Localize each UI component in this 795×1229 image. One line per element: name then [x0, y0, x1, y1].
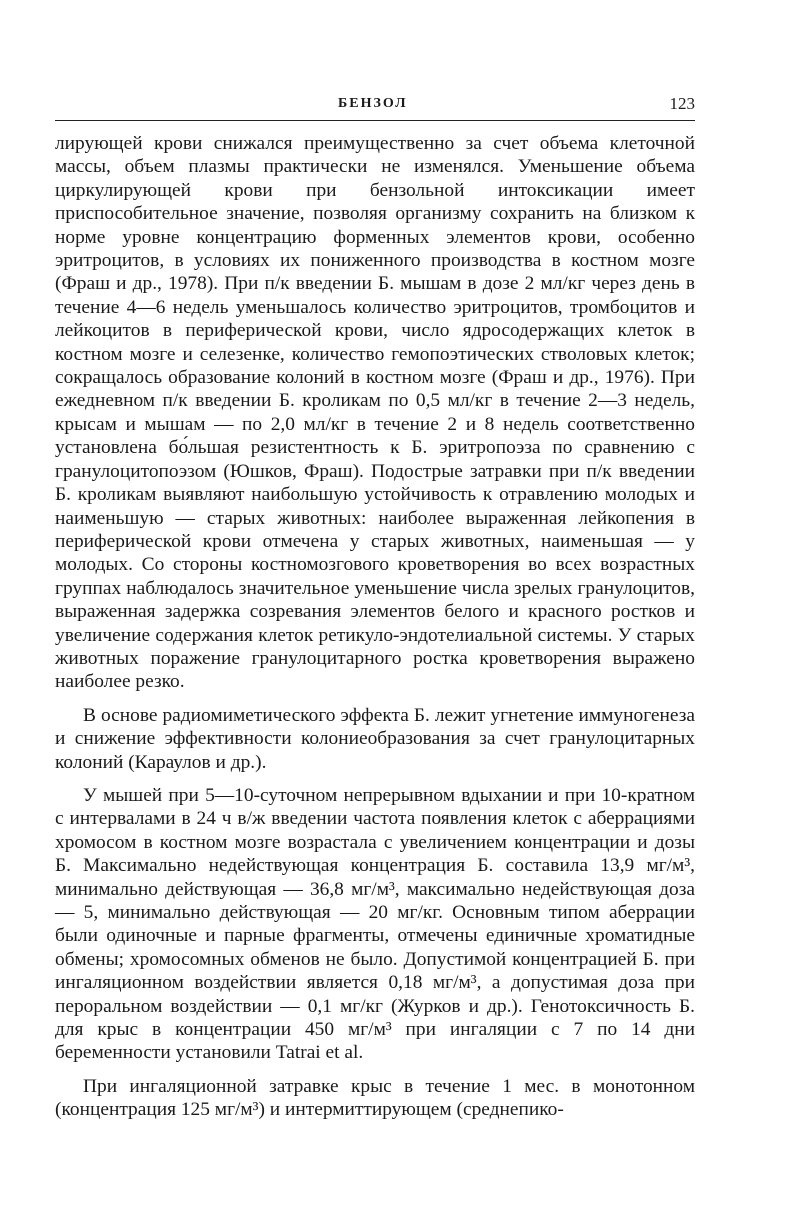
paragraph: лирующей крови снижался преимущественно за счет объема клеточной массы, объем плазмы практически не изменялся. Уменьшение объема циркулирующей крови при бензольной интоксикации имеет приспособительное значение, позволяя организму сохранить на близком к норме уровне концентрацию форменных элементов крови, особенно эритроцитов, в условиях их пониженного производства в костном мозге (Фраш и др., 1978). При п/к введении Б. мышам в дозе 2 мл/кг через день в течение 4—6 недель уменьшалось количество эритроцитов, тромбоцитов и лейкоцитов в периферической крови, число ядросодержащих клеток в костном мозге и селезенке, количество гемопоэтических стволовых клеток; сокращалось образование колоний в костном мозге (Фраш и др., 1976). При ежедневном п/к введении Б. кроликам по 0,5 мл/кг в течение 2—3 недель, крысам и мышам — по 2,0 мл/кг в течение 2 и 8 недель соответственно установлена бо́льшая резистентность к Б. эритропоэза по сравнению с гранулоцитопоэзом (Юшков, Фраш). Подострые затравки при п/к введении Б. кроликам выявляют наибольшую устойчивость к отравлению молодых и наименьшую — старых животных: наиболее выраженная лейкопения в периферической крови отмечена у старых животных, наименьшая — у молодых. Со стороны костномозгового кроветворения во всех возрастных группах наблюдалось значительное уменьшение числа зрелых гранулоцитов, выраженная задержка созревания элементов белого и красного ростков и увеличение содержания клеток ретикуло-эндотелиальной системы. У старых животных поражение гранулоцитарного ростка кроветворения выражено наиболее резко. — [55, 133, 695, 693]
paragraph: У мышей при 5—10-суточном непрерывном вдыхании и при 10-кратном с интервалами в 24 ч в/ж введении частота появления клеток с аберрациями хромосом в костном мозге возрастала с увеличением концентрации и дозы Б. Максимально недействующая концентрация Б. составила 13,9 мг/м³, минимально действующая — 36,8 мг/м³, максимально недействующая доза — 5, минимально действующая — 20 мг/кг. Основным типом аберрации были одиночные и парные фрагменты, отмечены единичные хроматидные обмены; хромосомных обменов не было. Допустимой концентрацией Б. при ингаляционном воздействии является 0,18 мг/м³, а допустимая доза при пероральном воздействии — 0,1 мг/кг (Журков и др.). Генотоксичность Б. для крыс в концентрации 450 мг/м³ при ингаляции с 7 по 14 дни беременности установили Tatrai et al. — [55, 784, 695, 1064]
running-title: БЕНЗОЛ — [338, 96, 408, 111]
running-head — [55, 96, 695, 118]
page-number: 123 — [669, 94, 695, 113]
body-text — [55, 132, 695, 1132]
paragraph: При ингаляционной затравке крыс в течение 1 мес. в монотонном (концентрация 125 мг/м³) и интермиттирующем (среднепико- — [55, 1075, 695, 1121]
paragraph: В основе радиомиметического эффекта Б. лежит угнетение иммуногенеза и снижение эффективности колониеобразования за счет гранулоцитарных колоний (Караулов и др.). — [55, 704, 695, 773]
header-rule — [55, 120, 695, 121]
